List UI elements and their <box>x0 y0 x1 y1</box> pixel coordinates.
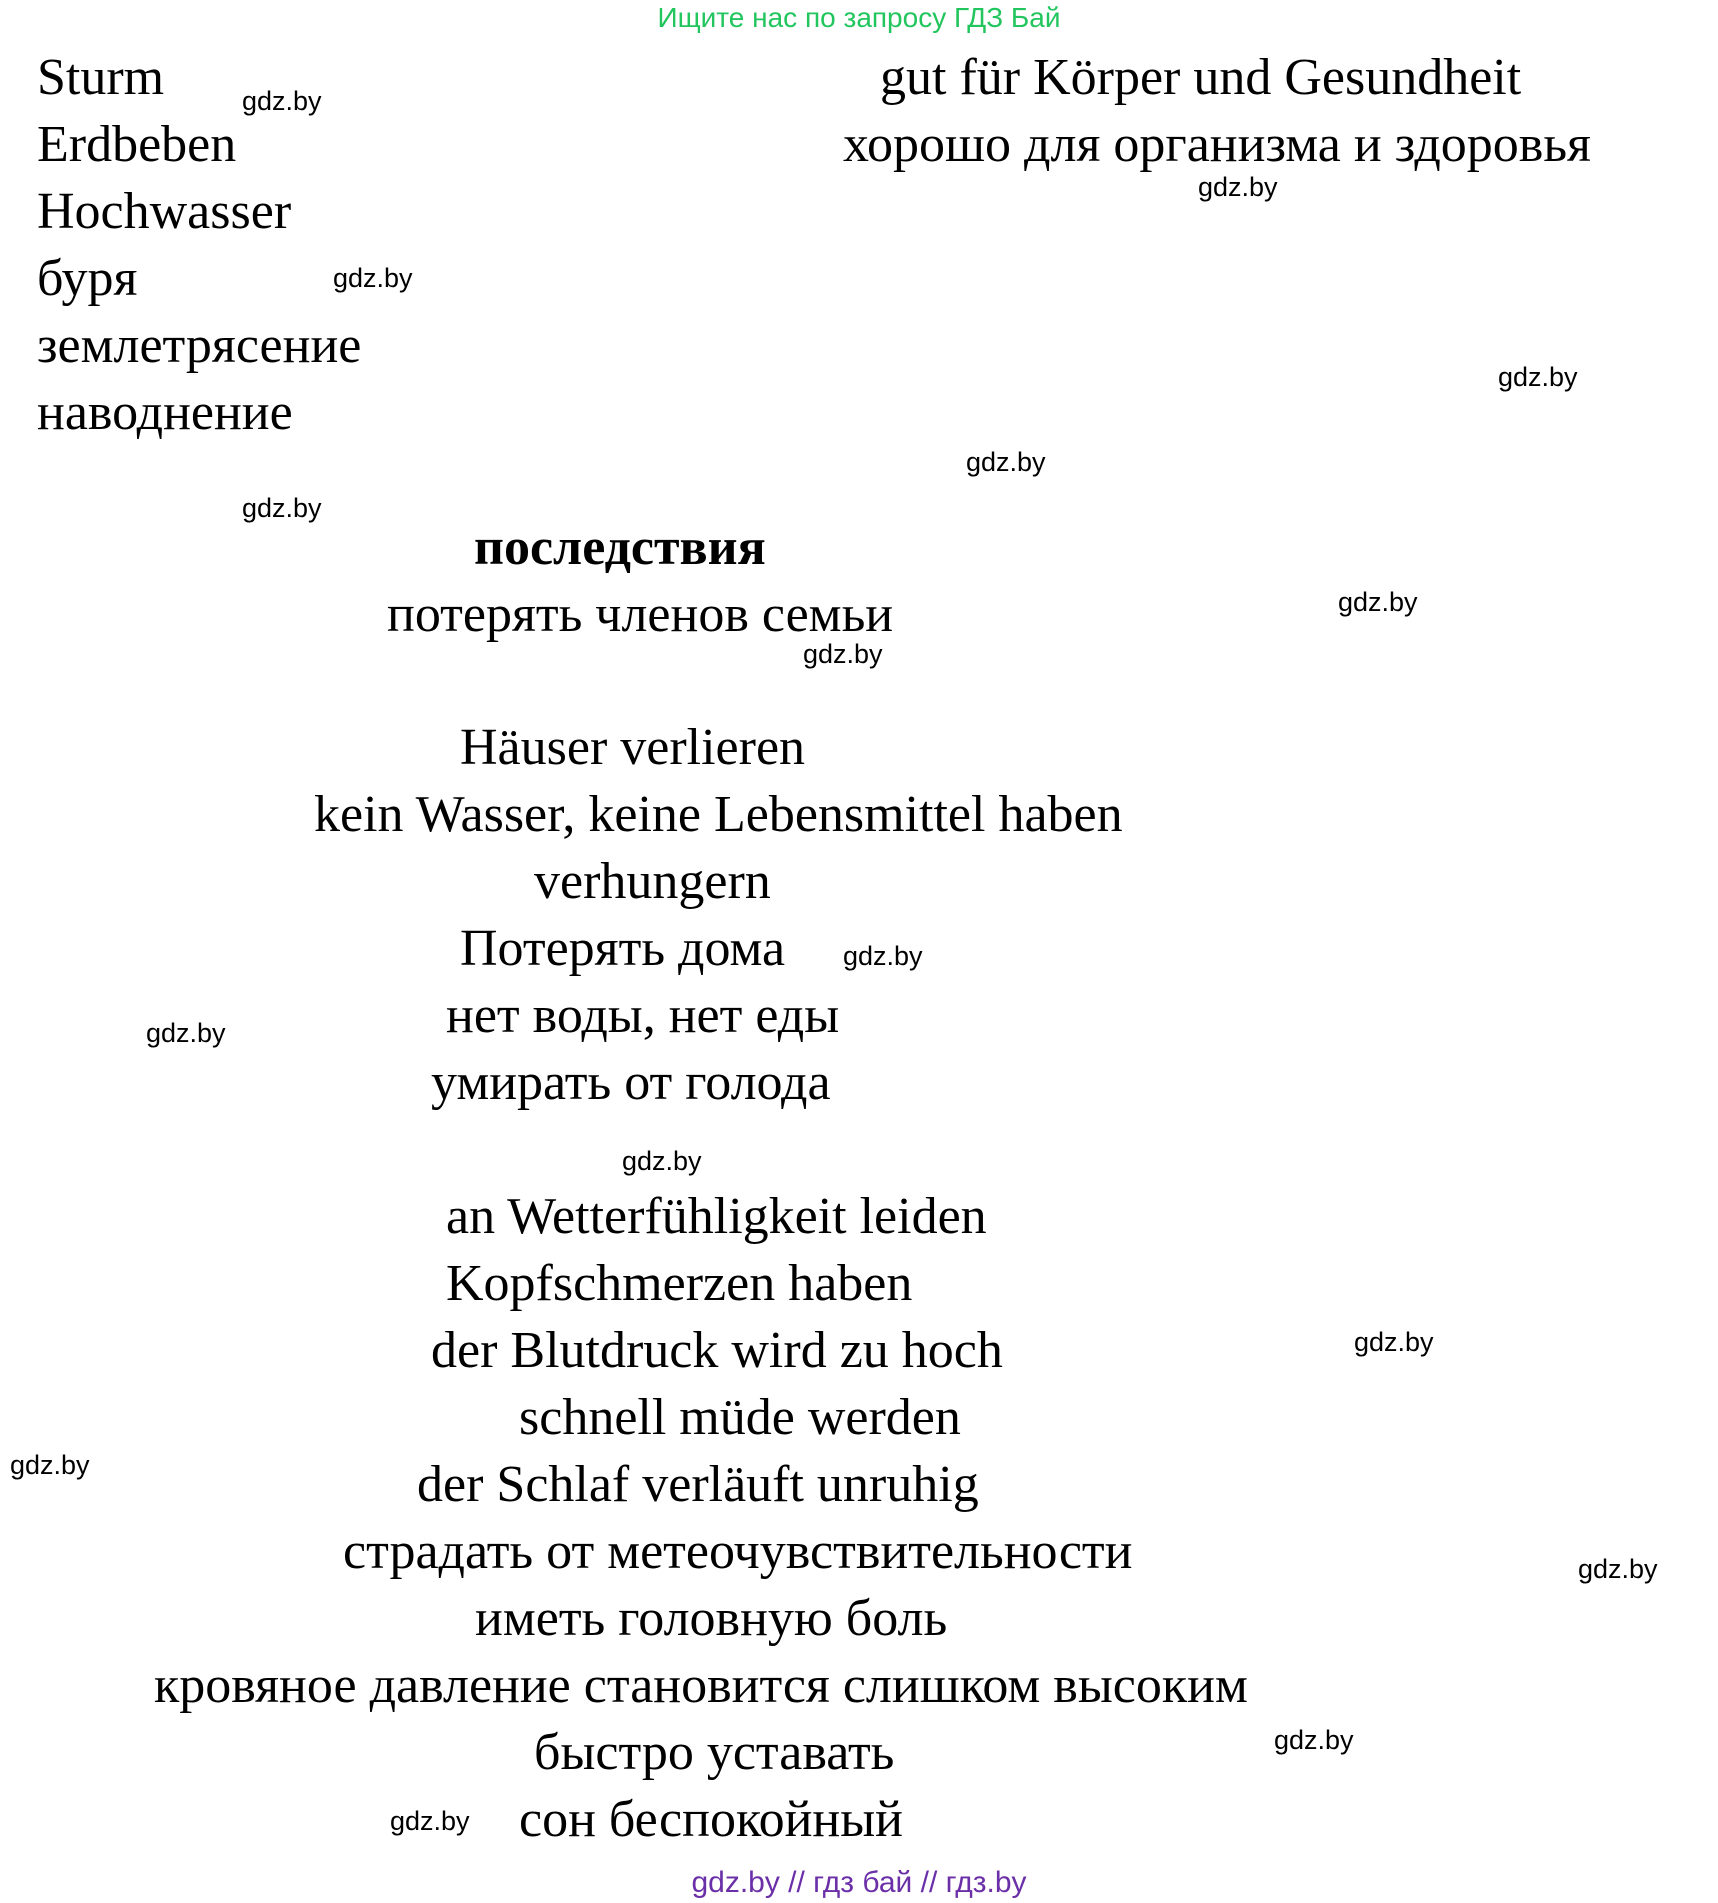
watermark: gdz.by <box>1274 1725 1354 1755</box>
consequence-ru-2: нет воды, нет еды <box>446 987 840 1044</box>
weather-de-2: Kopfschmerzen haben <box>446 1255 913 1312</box>
consequence-de-2: kein Wasser, keine Lebensmittel haben <box>314 786 1123 843</box>
watermark: gdz.by <box>803 639 883 669</box>
watermark: gdz.by <box>390 1806 470 1836</box>
consequences-heading: последствия <box>474 519 766 576</box>
weather-ru-1: страдать от метеочувствительности <box>343 1523 1133 1580</box>
disaster-ru-1: буря <box>37 250 138 307</box>
consequence-ru-3: умирать от голода <box>431 1054 831 1111</box>
watermark: gdz.by <box>1578 1554 1658 1584</box>
weather-ru-5: сон беспокойный <box>519 1791 904 1848</box>
weather-ru-3: кровяное давление становится слишком высоким <box>154 1657 1248 1714</box>
watermark: gdz.by <box>242 493 322 523</box>
consequence-first: потерять членов семьи <box>387 586 894 643</box>
watermark: gdz.by <box>622 1146 702 1176</box>
weather-de-3: der Blutdruck wird zu hoch <box>431 1322 1003 1379</box>
watermark: gdz.by <box>10 1450 90 1480</box>
health-phrase-ru: хорошо для организма и здоровья <box>843 116 1591 173</box>
watermark: gdz.by <box>1338 587 1418 617</box>
watermark: gdz.by <box>1354 1327 1434 1357</box>
weather-de-5: der Schlaf verläuft unruhig <box>417 1456 979 1513</box>
bottom-banner: gdz.by // гдз бай // гдз.by <box>691 1866 1027 1899</box>
weather-de-4: schnell müde werden <box>519 1389 961 1446</box>
watermark: gdz.by <box>242 86 322 116</box>
weather-ru-4: быстро уставать <box>534 1724 895 1781</box>
top-banner: Ищите нас по запросу ГДЗ Бай <box>657 2 1061 33</box>
weather-de-1: an Wetterfühligkeit leiden <box>446 1188 987 1245</box>
watermark: gdz.by <box>333 263 413 293</box>
watermark: gdz.by <box>966 447 1046 477</box>
disaster-de-2: Erdbeben <box>37 116 237 173</box>
consequence-de-3: verhungern <box>534 853 771 910</box>
health-phrase-de: gut für Körper und Gesundheit <box>880 49 1522 106</box>
disaster-de-1: Sturm <box>37 49 165 106</box>
watermark: gdz.by <box>843 941 923 971</box>
weather-ru-2: иметь головную боль <box>475 1590 948 1647</box>
consequence-de-1: Häuser verlieren <box>460 719 806 776</box>
watermark: gdz.by <box>1498 362 1578 392</box>
watermark: gdz.by <box>146 1018 226 1048</box>
consequence-ru-1: Потерять дома <box>460 920 786 977</box>
disaster-de-3: Hochwasser <box>37 183 292 240</box>
watermark: gdz.by <box>1198 172 1278 202</box>
disaster-ru-3: наводнение <box>37 384 293 441</box>
disaster-ru-2: землетрясение <box>37 317 362 374</box>
